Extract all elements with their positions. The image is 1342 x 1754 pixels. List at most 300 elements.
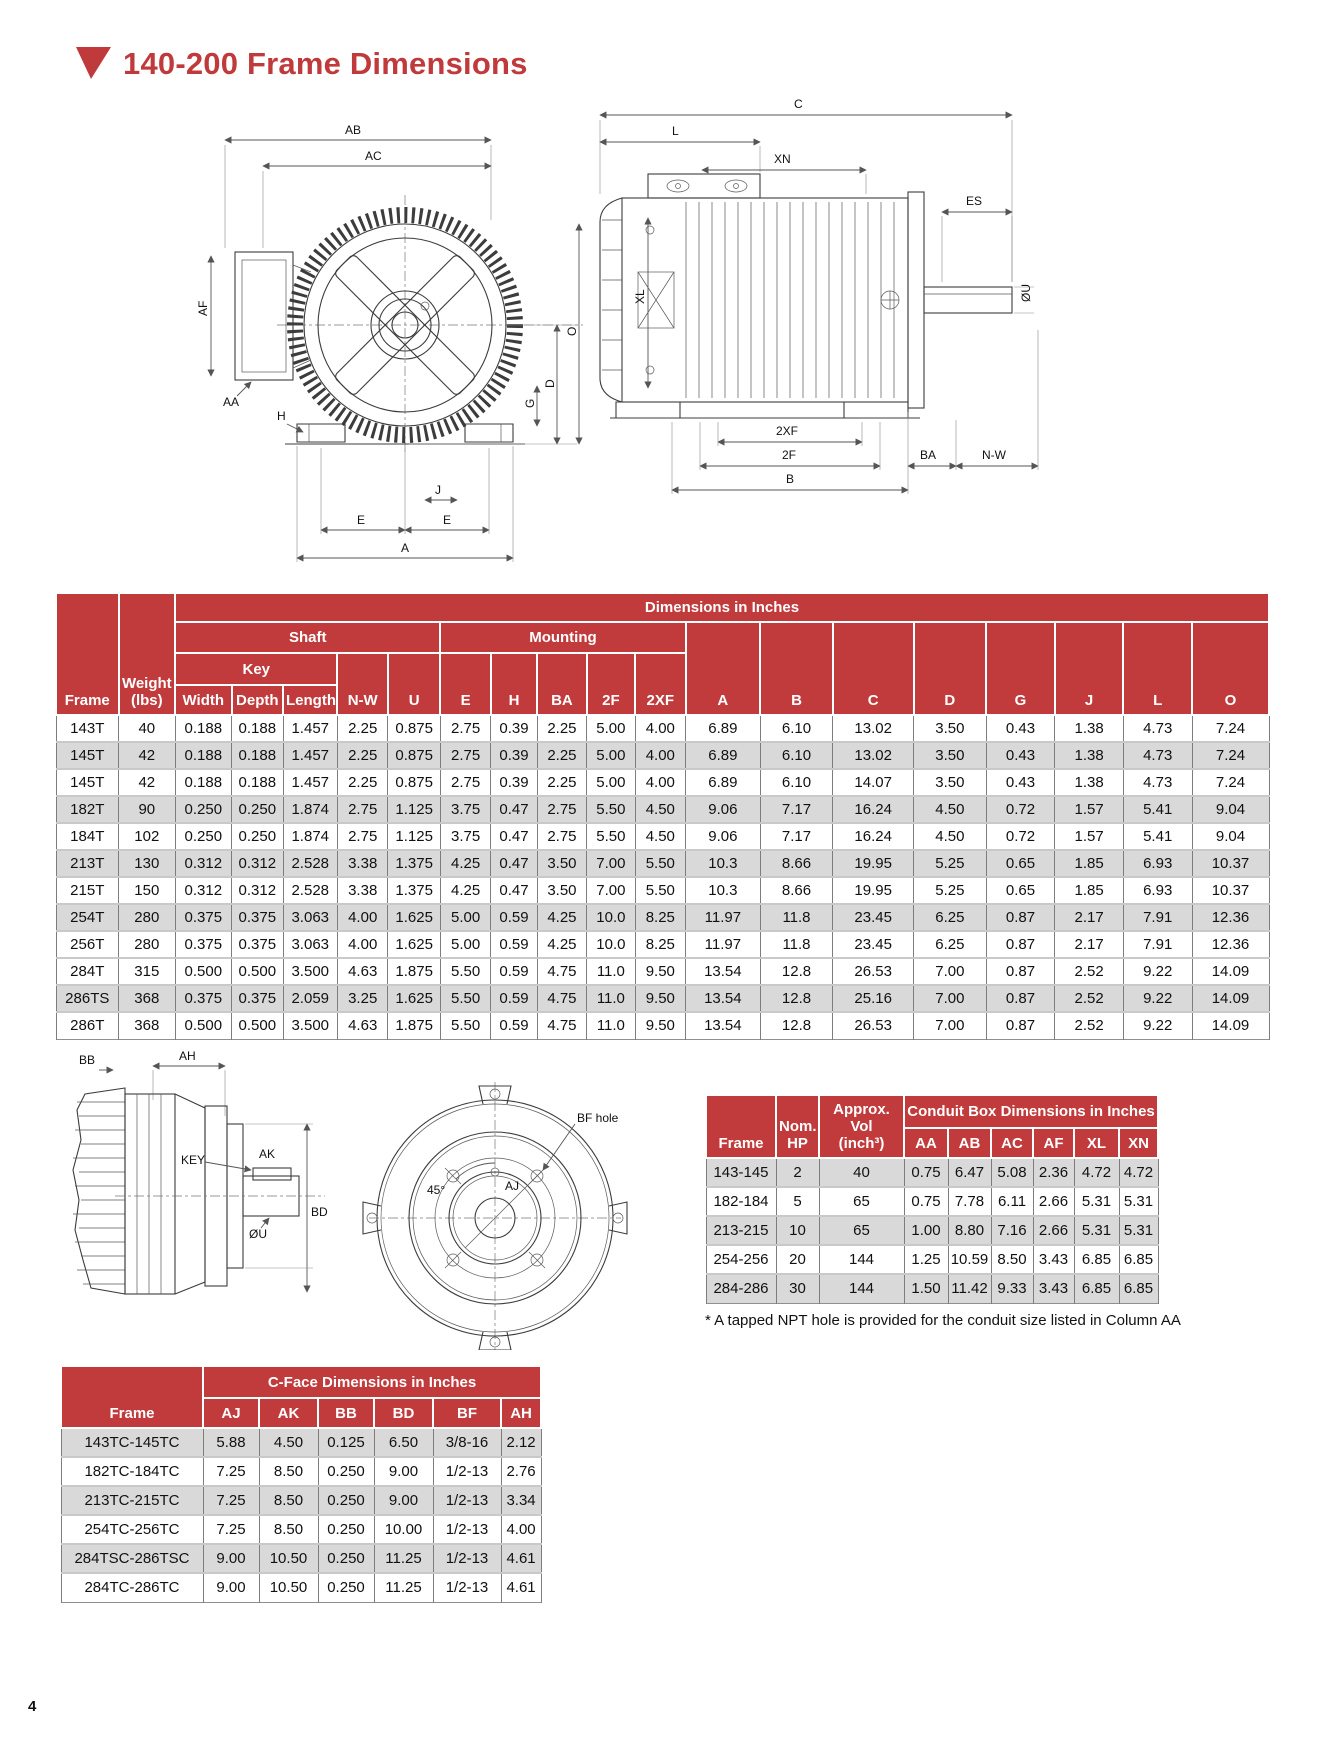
value-cell: 5 — [776, 1187, 819, 1216]
value-cell: 8.25 — [635, 904, 685, 931]
value-cell: 1.457 — [283, 715, 337, 742]
value-cell: 7.00 — [914, 1012, 987, 1039]
value-cell: 19.95 — [833, 850, 914, 877]
frame-cell: 213T — [56, 850, 119, 877]
value-cell: 0.47 — [491, 877, 537, 904]
table-row — [56, 850, 1269, 877]
frame-cell: 182-184 — [706, 1187, 776, 1216]
value-cell: 2.25 — [537, 742, 586, 769]
motor-side-view-diagram — [590, 90, 1080, 510]
value-cell: 368 — [119, 1012, 176, 1039]
value-cell: 7.24 — [1192, 742, 1269, 769]
col-header-frame: Frame — [706, 1095, 776, 1158]
value-cell: 3.43 — [1033, 1245, 1074, 1274]
table-row — [56, 958, 1269, 985]
group-header-shaft: Shaft — [175, 622, 440, 653]
value-cell: 5.31 — [1119, 1187, 1158, 1216]
value-cell: 5.00 — [587, 715, 635, 742]
value-cell: 14.09 — [1192, 985, 1269, 1012]
value-cell: 2.52 — [1055, 1012, 1124, 1039]
value-cell: 5.00 — [440, 931, 490, 958]
value-cell: 4.00 — [635, 715, 685, 742]
value-cell: 6.50 — [374, 1428, 433, 1457]
value-cell: 6.25 — [914, 931, 987, 958]
value-cell: 1.875 — [388, 958, 440, 985]
col-header-frame: Frame — [61, 1366, 203, 1428]
dim-label: N-W — [982, 448, 1006, 462]
value-cell: 7.24 — [1192, 769, 1269, 796]
value-cell: 2.75 — [440, 715, 490, 742]
value-cell: 1/2-13 — [433, 1544, 501, 1573]
table-row — [56, 1012, 1269, 1039]
cface-front-view-diagram — [345, 1060, 665, 1350]
value-cell: 1.57 — [1055, 823, 1124, 850]
value-cell: 7.25 — [203, 1515, 259, 1544]
col-header-key-depth: Depth — [232, 685, 283, 715]
frame-cell: 182T — [56, 796, 119, 823]
value-cell: 5.00 — [587, 742, 635, 769]
value-cell: 9.00 — [203, 1573, 259, 1602]
value-cell: 9.06 — [686, 823, 761, 850]
col-header-a: A — [686, 622, 761, 715]
value-cell: 1.00 — [904, 1216, 948, 1245]
value-cell: 5.50 — [440, 985, 490, 1012]
frame-cell: 215T — [56, 877, 119, 904]
value-cell: 5.00 — [440, 904, 490, 931]
dim-label: B — [786, 472, 795, 486]
value-cell: 8.50 — [991, 1245, 1033, 1274]
value-cell: 11.42 — [948, 1274, 991, 1303]
value-cell: 10.59 — [948, 1245, 991, 1274]
value-cell: 6.10 — [760, 715, 833, 742]
table-row — [706, 1274, 1158, 1303]
value-cell: 5.88 — [203, 1428, 259, 1457]
table-row — [56, 715, 1269, 742]
value-cell: 8.25 — [635, 931, 685, 958]
value-cell: 4.00 — [635, 742, 685, 769]
frame-cell: 213-215 — [706, 1216, 776, 1245]
value-cell: 0.250 — [175, 823, 232, 850]
value-cell: 6.89 — [686, 742, 761, 769]
col-header-key-width: Width — [175, 685, 232, 715]
frame-cell: 143TC-145TC — [61, 1428, 203, 1457]
value-cell: 2.76 — [501, 1457, 541, 1486]
value-cell: 1/2-13 — [433, 1486, 501, 1515]
value-cell: 8.66 — [760, 850, 833, 877]
value-cell: 2.25 — [337, 769, 387, 796]
value-cell: 8.50 — [259, 1486, 318, 1515]
conduit-box-table — [705, 1094, 1159, 1304]
value-cell: 0.47 — [491, 823, 537, 850]
value-cell: 0.43 — [986, 769, 1055, 796]
value-cell: 4.50 — [259, 1428, 318, 1457]
value-cell: 2.17 — [1055, 904, 1124, 931]
value-cell: 0.43 — [986, 742, 1055, 769]
value-cell: 5.50 — [587, 823, 635, 850]
value-cell: 3.063 — [283, 904, 337, 931]
value-cell: 0.375 — [175, 985, 232, 1012]
value-cell: 2.75 — [337, 796, 387, 823]
value-cell: 0.188 — [232, 715, 283, 742]
cface-side-view-diagram — [55, 1050, 335, 1320]
value-cell: 1.457 — [283, 742, 337, 769]
value-cell: 7.25 — [203, 1457, 259, 1486]
frame-cell: 145T — [56, 742, 119, 769]
value-cell: 11.8 — [760, 904, 833, 931]
value-cell: 3.43 — [1033, 1274, 1074, 1303]
frame-cell: 143T — [56, 715, 119, 742]
value-cell: 25.16 — [833, 985, 914, 1012]
value-cell: 10.3 — [686, 877, 761, 904]
value-cell: 5.50 — [635, 877, 685, 904]
table-row — [56, 769, 1269, 796]
value-cell: 8.50 — [259, 1515, 318, 1544]
value-cell: 10 — [776, 1216, 819, 1245]
frame-cell: 145T — [56, 769, 119, 796]
page-title: 140-200 Frame Dimensions — [123, 46, 528, 81]
value-cell: 4.50 — [635, 823, 685, 850]
value-cell: 10.37 — [1192, 877, 1269, 904]
value-cell: 7.00 — [914, 958, 987, 985]
col-header-approx-vol: Approx. Vol (inch³) — [819, 1095, 904, 1158]
value-cell: 0.312 — [232, 877, 283, 904]
group-header-key: Key — [175, 653, 337, 685]
col-header-g: G — [986, 622, 1055, 715]
dim-label: AA — [223, 395, 240, 409]
value-cell: 0.75 — [904, 1187, 948, 1216]
value-cell: 7.91 — [1123, 931, 1192, 958]
page-number: 4 — [28, 1698, 37, 1715]
value-cell: 4.25 — [537, 931, 586, 958]
value-cell: 0.500 — [232, 1012, 283, 1039]
value-cell: 9.00 — [203, 1544, 259, 1573]
value-cell: 0.250 — [175, 796, 232, 823]
col-header-h: H — [491, 653, 537, 715]
value-cell: 1.38 — [1055, 769, 1124, 796]
frame-cell: 286TS — [56, 985, 119, 1012]
frame-cell: 213TC-215TC — [61, 1486, 203, 1515]
value-cell: 4.63 — [337, 1012, 387, 1039]
dim-label: ES — [966, 194, 983, 208]
value-cell: 2.17 — [1055, 931, 1124, 958]
value-cell: 11.8 — [760, 931, 833, 958]
value-cell: 1.85 — [1055, 850, 1124, 877]
value-cell: 4.63 — [337, 958, 387, 985]
value-cell: 315 — [119, 958, 176, 985]
value-cell: 2.75 — [337, 823, 387, 850]
dim-label: BB — [79, 1053, 96, 1067]
value-cell: 6.10 — [760, 769, 833, 796]
value-cell: 12.8 — [760, 958, 833, 985]
col-header-af: AF — [1033, 1128, 1074, 1158]
col-header-d: D — [914, 622, 987, 715]
value-cell: 10.3 — [686, 850, 761, 877]
value-cell: 1/2-13 — [433, 1515, 501, 1544]
value-cell: 9.22 — [1123, 985, 1192, 1012]
value-cell: 6.85 — [1119, 1245, 1158, 1274]
dim-label: E — [357, 513, 366, 527]
col-header-ah: AH — [501, 1398, 541, 1428]
value-cell: 4.00 — [337, 931, 387, 958]
value-cell: 1.875 — [388, 1012, 440, 1039]
value-cell: 3.38 — [337, 877, 387, 904]
value-cell: 0.43 — [986, 715, 1055, 742]
value-cell: 0.47 — [491, 850, 537, 877]
col-header-ak: AK — [259, 1398, 318, 1428]
value-cell: 0.87 — [986, 1012, 1055, 1039]
value-cell: 7.17 — [760, 823, 833, 850]
page-header — [75, 46, 528, 82]
value-cell: 0.875 — [388, 742, 440, 769]
dim-label: XL — [633, 289, 647, 304]
value-cell: 4.00 — [501, 1515, 541, 1544]
value-cell: 0.59 — [491, 958, 537, 985]
value-cell: 0.250 — [318, 1486, 374, 1515]
value-cell: 0.188 — [175, 715, 232, 742]
value-cell: 0.188 — [175, 769, 232, 796]
value-cell: 1.625 — [388, 931, 440, 958]
value-cell: 1.625 — [388, 904, 440, 931]
value-cell: 1.457 — [283, 769, 337, 796]
value-cell: 0.250 — [318, 1515, 374, 1544]
table-row — [61, 1573, 541, 1602]
dim-label: G — [523, 398, 537, 408]
dim-label: H — [277, 409, 286, 423]
value-cell: 2.25 — [537, 715, 586, 742]
col-header-xl: XL — [1074, 1128, 1119, 1158]
value-cell: 0.72 — [986, 796, 1055, 823]
value-cell: 19.95 — [833, 877, 914, 904]
value-cell: 280 — [119, 931, 176, 958]
value-cell: 7.25 — [203, 1486, 259, 1515]
frame-cell: 254TC-256TC — [61, 1515, 203, 1544]
value-cell: 1/2-13 — [433, 1573, 501, 1602]
value-cell: 4.50 — [914, 796, 987, 823]
value-cell: 1/2-13 — [433, 1457, 501, 1486]
value-cell: 0.500 — [175, 958, 232, 985]
table-row — [56, 985, 1269, 1012]
value-cell: 0.59 — [491, 1012, 537, 1039]
table-title: Dimensions in Inches — [175, 593, 1269, 622]
value-cell: 3.50 — [537, 850, 586, 877]
value-cell: 26.53 — [833, 958, 914, 985]
table-row — [56, 796, 1269, 823]
value-cell: 5.25 — [914, 877, 987, 904]
value-cell: 12.8 — [760, 1012, 833, 1039]
value-cell: 0.87 — [986, 958, 1055, 985]
value-cell: 6.10 — [760, 742, 833, 769]
value-cell: 1.375 — [388, 850, 440, 877]
value-cell: 1.125 — [388, 823, 440, 850]
motor-front-view-diagram — [185, 90, 585, 590]
value-cell: 11.0 — [587, 958, 635, 985]
value-cell: 7.91 — [1123, 904, 1192, 931]
value-cell: 7.16 — [991, 1216, 1033, 1245]
value-cell: 0.47 — [491, 796, 537, 823]
frame-cell: 284-286 — [706, 1274, 776, 1303]
value-cell: 102 — [119, 823, 176, 850]
value-cell: 0.59 — [491, 931, 537, 958]
value-cell: 5.08 — [991, 1158, 1033, 1187]
value-cell: 7.78 — [948, 1187, 991, 1216]
value-cell: 0.65 — [986, 850, 1055, 877]
dim-label: AC — [365, 149, 382, 163]
value-cell: 2.36 — [1033, 1158, 1074, 1187]
dim-label: C — [794, 97, 803, 111]
value-cell: 1.85 — [1055, 877, 1124, 904]
value-cell: 1.25 — [904, 1245, 948, 1274]
value-cell: 5.50 — [635, 850, 685, 877]
value-cell: 6.25 — [914, 904, 987, 931]
col-header-nom-hp: Nom. HP — [776, 1095, 819, 1158]
value-cell: 0.39 — [491, 742, 537, 769]
value-cell: 3.25 — [337, 985, 387, 1012]
value-cell: 0.39 — [491, 769, 537, 796]
frame-cell: 256T — [56, 931, 119, 958]
value-cell: 1.625 — [388, 985, 440, 1012]
conduit-footnote: * A tapped NPT hole is provided for the conduit size listed in Column AA — [705, 1312, 1181, 1329]
dim-label: 2XF — [776, 424, 799, 438]
col-header-l: L — [1123, 622, 1192, 715]
value-cell: 11.0 — [587, 1012, 635, 1039]
value-cell: 4.50 — [914, 823, 987, 850]
value-cell: 6.11 — [991, 1187, 1033, 1216]
table-row — [56, 931, 1269, 958]
value-cell: 0.125 — [318, 1428, 374, 1457]
value-cell: 3.063 — [283, 931, 337, 958]
dim-label: BA — [920, 448, 937, 462]
value-cell: 65 — [819, 1216, 904, 1245]
value-cell: 0.875 — [388, 769, 440, 796]
value-cell: 4.61 — [501, 1544, 541, 1573]
value-cell: 30 — [776, 1274, 819, 1303]
table-title: C-Face Dimensions in Inches — [203, 1366, 541, 1398]
value-cell: 2.66 — [1033, 1187, 1074, 1216]
value-cell: 9.04 — [1192, 796, 1269, 823]
value-cell: 1.57 — [1055, 796, 1124, 823]
value-cell: 0.87 — [986, 931, 1055, 958]
col-header-bb: BB — [318, 1398, 374, 1428]
table-row — [56, 823, 1269, 850]
value-cell: 0.87 — [986, 985, 1055, 1012]
frame-cell: 284TSC-286TSC — [61, 1544, 203, 1573]
value-cell: 10.0 — [587, 904, 635, 931]
value-cell: 0.375 — [175, 931, 232, 958]
dim-label: ØU — [249, 1227, 267, 1241]
value-cell: 23.45 — [833, 931, 914, 958]
col-header-u: U — [388, 653, 440, 715]
value-cell: 12.36 — [1192, 904, 1269, 931]
value-cell: 8.80 — [948, 1216, 991, 1245]
value-cell: 2.75 — [537, 823, 586, 850]
col-header-nw: N-W — [337, 653, 387, 715]
value-cell: 11.0 — [587, 985, 635, 1012]
value-cell: 2.75 — [440, 742, 490, 769]
value-cell: 5.31 — [1074, 1187, 1119, 1216]
value-cell: 65 — [819, 1187, 904, 1216]
dim-label: J — [435, 483, 441, 497]
value-cell: 1.874 — [283, 796, 337, 823]
value-cell: 42 — [119, 742, 176, 769]
value-cell: 26.53 — [833, 1012, 914, 1039]
value-cell: 4.73 — [1123, 742, 1192, 769]
value-cell: 42 — [119, 769, 176, 796]
value-cell: 0.312 — [232, 850, 283, 877]
value-cell: 4.25 — [440, 850, 490, 877]
col-header-aj: AJ — [203, 1398, 259, 1428]
value-cell: 2.25 — [537, 769, 586, 796]
value-cell: 2.25 — [337, 715, 387, 742]
frame-cell: 184T — [56, 823, 119, 850]
value-cell: 4.75 — [537, 958, 586, 985]
col-header-e: E — [440, 653, 490, 715]
value-cell: 1.125 — [388, 796, 440, 823]
value-cell: 2.66 — [1033, 1216, 1074, 1245]
value-cell: 5.50 — [440, 958, 490, 985]
value-cell: 11.25 — [374, 1544, 433, 1573]
value-cell: 0.59 — [491, 985, 537, 1012]
col-header-aa: AA — [904, 1128, 948, 1158]
value-cell: 5.50 — [440, 1012, 490, 1039]
value-cell: 144 — [819, 1274, 904, 1303]
value-cell: 0.375 — [175, 904, 232, 931]
dim-label: XN — [774, 152, 791, 166]
value-cell: 0.72 — [986, 823, 1055, 850]
value-cell: 0.375 — [232, 985, 283, 1012]
value-cell: 150 — [119, 877, 176, 904]
value-cell: 4.00 — [635, 769, 685, 796]
value-cell: 7.24 — [1192, 715, 1269, 742]
value-cell: 0.250 — [318, 1544, 374, 1573]
value-cell: 3.75 — [440, 796, 490, 823]
value-cell: 1.375 — [388, 877, 440, 904]
table-row — [706, 1245, 1158, 1274]
value-cell: 2.25 — [337, 742, 387, 769]
value-cell: 4.61 — [501, 1573, 541, 1602]
value-cell: 13.02 — [833, 715, 914, 742]
value-cell: 4.72 — [1074, 1158, 1119, 1187]
frame-cell: 143-145 — [706, 1158, 776, 1187]
value-cell: 13.02 — [833, 742, 914, 769]
cface-table-section — [60, 1365, 542, 1603]
value-cell: 12.8 — [760, 985, 833, 1012]
value-cell: 2.75 — [537, 796, 586, 823]
value-cell: 6.85 — [1119, 1274, 1158, 1303]
frame-cell: 254T — [56, 904, 119, 931]
dim-label: E — [443, 513, 452, 527]
value-cell: 3.50 — [914, 769, 987, 796]
value-cell: 0.59 — [491, 904, 537, 931]
value-cell: 16.24 — [833, 796, 914, 823]
value-cell: 2.75 — [440, 769, 490, 796]
col-header-o: O — [1192, 622, 1269, 715]
col-header-ba: BA — [537, 653, 586, 715]
value-cell: 6.47 — [948, 1158, 991, 1187]
table-row — [706, 1216, 1158, 1245]
dimensions-table — [55, 592, 1270, 1040]
dim-label: AH — [179, 1050, 196, 1063]
value-cell: 16.24 — [833, 823, 914, 850]
value-cell: 6.93 — [1123, 877, 1192, 904]
table-row — [56, 904, 1269, 931]
value-cell: 4.25 — [537, 904, 586, 931]
value-cell: 5.41 — [1123, 796, 1192, 823]
value-cell: 1.874 — [283, 823, 337, 850]
value-cell: 7.00 — [587, 877, 635, 904]
value-cell: 11.97 — [686, 931, 761, 958]
value-cell: 10.50 — [259, 1573, 318, 1602]
value-cell: 11.25 — [374, 1573, 433, 1602]
